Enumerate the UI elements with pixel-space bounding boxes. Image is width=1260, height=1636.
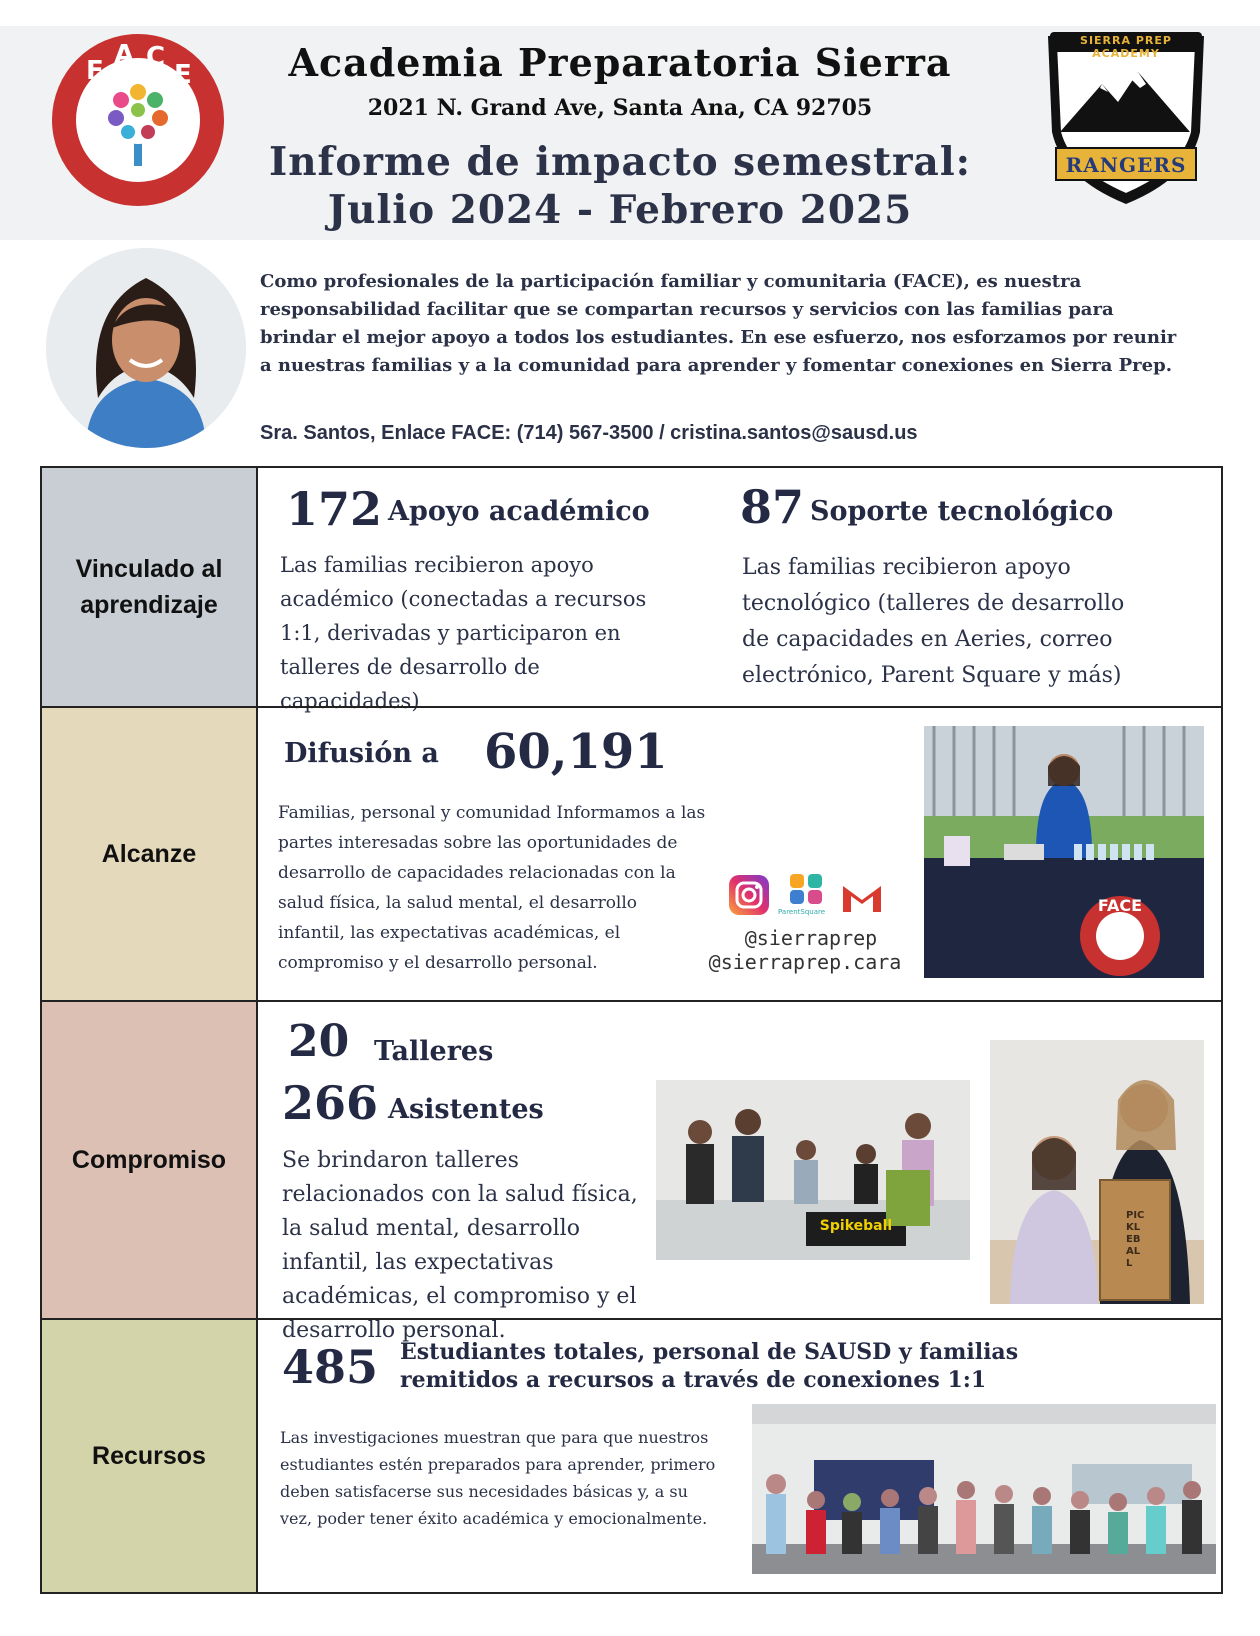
tech-title: Soporte tecnológico [810, 496, 1114, 527]
parentsquare-icon[interactable] [786, 872, 826, 908]
academic-text: Las familias recibieron apoyo académico (conectadas a recursos 1:1, derivadas y participaron en talleres de desarrollo de capacidades) [280, 553, 647, 713]
workshop-group-photo [656, 1080, 970, 1260]
rangers-logo [1040, 28, 1212, 206]
contact-info: Sra. Santos, Enlace FACE: (714) 567-3500 / cristina.santos@sausd.us [260, 422, 918, 444]
academic-title: Apoyo académico [388, 496, 650, 527]
row-learning [256, 466, 1223, 713]
row-label-learning: Vinculado al aprendizaje [40, 466, 258, 708]
face-logo-letter-a: A [114, 40, 135, 70]
row-reach [256, 706, 1223, 1002]
parentsquare-label: ParentSquare [778, 908, 826, 916]
social-handle-1[interactable]: @sierraprep [744, 926, 878, 950]
report-title-line1: Informe de impacto semestral: [268, 139, 972, 185]
pickleball-box-label: PICKLEBALL [1126, 1210, 1145, 1269]
face-liaison-photo [46, 248, 246, 448]
row-label-engagement: Compromiso [40, 1000, 258, 1320]
report-title [250, 138, 990, 234]
spikeball-box-label: Spikeball [819, 1218, 893, 1234]
face-logo [52, 34, 224, 206]
report-title-line2: Julio 2024 - Febrero 2025 [327, 187, 913, 233]
row-label-resources: Recursos [40, 1318, 258, 1594]
outreach-table-photo [924, 726, 1204, 978]
row-label-reach: Alcanze [40, 706, 258, 1002]
workshops-label: Talleres [374, 1036, 494, 1067]
instagram-icon[interactable] [728, 874, 770, 916]
row-resources [256, 1318, 1223, 1594]
tech-text: Las familias recibieron apoyo tecnológico (talleres de desarrollo de capacidades en Aeries, correo electrónico, Parent Square y más) [742, 555, 1125, 688]
face-logo-letter-c: C [146, 42, 166, 72]
resources-title [400, 1338, 1018, 1394]
tech-number: 87 [740, 480, 805, 534]
academic-number: 172 [286, 482, 383, 536]
rangers-logo-top-text: SIERRA PREP ACADEMY [1080, 34, 1172, 60]
resources-text: Las investigaciones muestran que para que nuestros estudiantes estén preparados para aprender, primero deben satisfacerse sus necesidades básicas y, a su vez, poder tener éxito académica y emocionalmente. [280, 1428, 716, 1528]
reach-text: Familias, personal y comunidad Informamos a las partes interesadas sobre las oportunidades de desarrollo de capacidades relacionadas con la salud física, la salud mental, el desarrollo infantil, las expectativas académicas, el compromiso y el desarrollo personal. [278, 803, 706, 973]
resources-title-line2: remitidos a recursos a través de conexiones 1:1 [400, 1367, 987, 1393]
school-name: Academia Preparatoria Sierra [288, 40, 952, 85]
intro-paragraph: Como profesionales de la participación familiar y comunitaria (FACE), es nuestra responsabilidad facilitar que se compartan recursos y servicios con las familias para brindar el mejor apoyo a todos los estudiantes. En ese esfuerzo, nos esforzamos por reunir a nuestras familias y a la comunidad para aprender y fomentar conexiones en Sierra Prep. [260, 271, 1177, 376]
reach-number: 60,191 [484, 724, 668, 780]
row-engagement [256, 1000, 1223, 1343]
gmail-icon[interactable] [840, 880, 884, 914]
attendees-number: 266 [282, 1076, 379, 1130]
face-logo-letter-f: F [86, 56, 104, 86]
pickleball-photo [990, 1040, 1204, 1304]
rangers-logo-banner: RANGERS [1065, 153, 1187, 177]
engagement-text: Se brindaron talleres relacionados con la salud física, la salud mental, desarrollo infantil, las expectativas académicas, el compromiso y el desarrollo personal. [282, 1148, 638, 1343]
resources-group-photo [752, 1404, 1216, 1574]
social-handle-2[interactable]: @sierraprep.cara [708, 950, 902, 974]
attendees-label: Asistentes [388, 1094, 544, 1125]
face-logo-letter-e: E [174, 60, 192, 90]
reach-title: Difusión a [284, 738, 439, 769]
workshops-number: 20 [288, 1016, 350, 1067]
resources-title-line1: Estudiantes totales, personal de SAUSD y familias [400, 1339, 1019, 1365]
resources-number: 485 [282, 1340, 379, 1394]
outreach-banner-text: FACE [1097, 896, 1143, 915]
school-address: 2021 N. Grand Ave, Santa Ana, CA 92705 [367, 95, 873, 121]
